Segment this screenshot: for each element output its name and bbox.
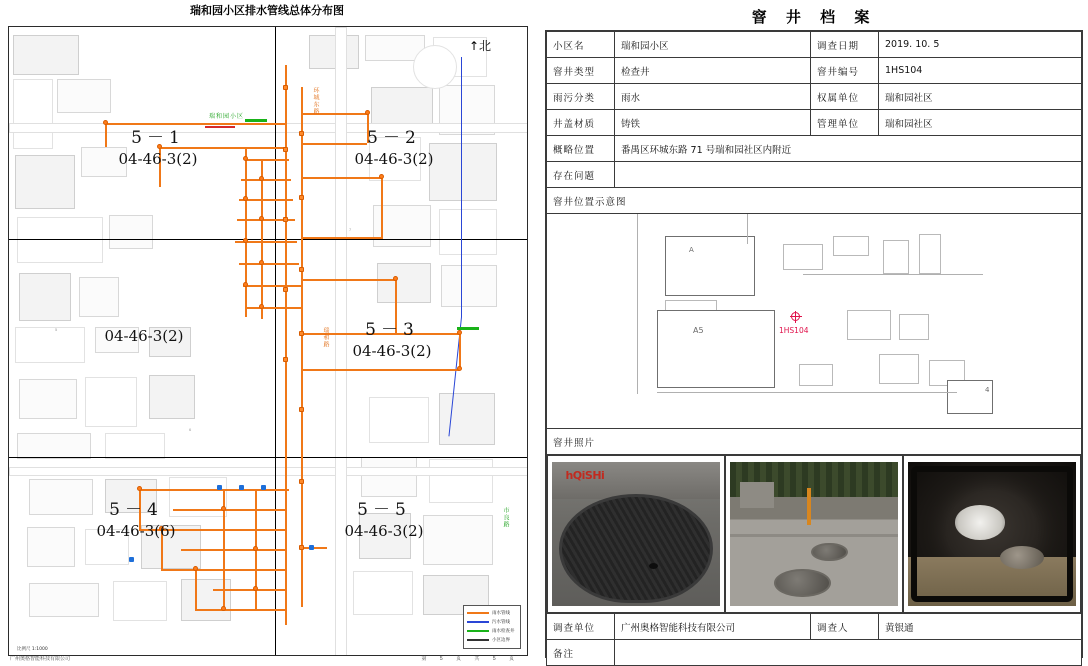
manhole-cover-shape: [559, 494, 714, 603]
grid-line: [9, 239, 528, 240]
map-cell-label-mid-left: 04-46-3(2): [104, 327, 184, 345]
pipe-collector: [245, 147, 247, 317]
base-building: [113, 581, 167, 621]
north-arrow: ↑北: [468, 39, 491, 53]
base-building: [15, 155, 75, 209]
map-cell-label-5-1: 5－1 04-46-3(2): [118, 128, 198, 168]
manhole-node[interactable]: [259, 176, 264, 181]
manhole-node[interactable]: [259, 216, 264, 221]
base-building: [17, 217, 103, 263]
manhole-node[interactable]: [221, 606, 226, 611]
sketch-block: [665, 236, 755, 296]
sketch-annotation: 4: [985, 386, 990, 394]
base-building: [19, 379, 77, 419]
legend-swatch-boundary-icon: [467, 639, 489, 641]
field-label-well-no: 窨井编号: [811, 58, 879, 84]
field-value-remark: [615, 640, 1082, 666]
sewer-node[interactable]: [217, 485, 222, 490]
map-cell-label-5-5: 5－5 04-46-3(2): [344, 500, 424, 540]
table-row: [547, 455, 1082, 614]
section-header-photos: 窨井照片: [547, 429, 1082, 455]
pipe-lateral: [181, 549, 287, 551]
scale-note: 比例尺 1:1000: [17, 647, 48, 652]
photo-strip: [547, 455, 1081, 613]
manhole-node[interactable]: [299, 195, 304, 200]
manhole-node[interactable]: [259, 304, 264, 309]
field-label-manage-unit: 管理单位: [811, 110, 879, 136]
field-label-estate: 小区名: [547, 32, 615, 58]
manhole-node[interactable]: [253, 586, 258, 591]
field-value-estate: 瑞和园小区: [615, 32, 811, 58]
legend-item: 小区边界: [467, 635, 517, 644]
pipe-branch: [301, 369, 459, 371]
table-row: [547, 162, 1082, 188]
roundabout: [413, 45, 457, 89]
pipe-lateral: [247, 307, 301, 309]
photo-bollard: [807, 488, 811, 525]
map-sheet: [0, 0, 534, 664]
field-label-well-type: 窨井类型: [547, 58, 615, 84]
photo-building: [740, 482, 774, 508]
pipe-lateral: [243, 285, 301, 287]
page-title: 窨 井 档 案: [751, 8, 877, 26]
pipe-branch: [301, 547, 327, 549]
photo-kerb: [730, 534, 898, 537]
map-canvas[interactable]: 环城东路 瑞和路 市良路 瑞和园小区 5 6 7 5－1 04-46-3(2) 5－2 04-46-3(2) 04-46-3(2) 5－3 04-46-3(2) 5－4 04-46-3(6) 5－5 04-46-3(2) ↑北 雨水管线 污水管线 雨水检查井 小区边界 比例尺 1:1000: [9, 27, 527, 655]
table-row: [547, 110, 1082, 136]
field-label-cover-material: 井盖材质: [547, 110, 615, 136]
sketch-block: [879, 354, 919, 384]
map-title: 瑞和园小区排水管线总体分布图: [190, 4, 344, 17]
pipe-lateral: [239, 263, 299, 265]
table-row: [547, 614, 1082, 640]
street-label: 环城东路: [312, 87, 318, 115]
map-frame[interactable]: [8, 26, 528, 656]
sewer-node[interactable]: [261, 485, 266, 490]
inlet-mark: [245, 119, 267, 122]
base-building: [309, 35, 359, 69]
street-label: 瑞和园小区: [209, 114, 245, 120]
legend-swatch-storm-icon: [467, 612, 489, 614]
table-row: [547, 429, 1082, 455]
manhole-node[interactable]: [299, 479, 304, 484]
base-building: [79, 277, 119, 317]
table-row: [547, 214, 1082, 429]
manhole-node[interactable]: [393, 276, 398, 281]
base-building: [109, 215, 153, 249]
street-view-photo: [730, 462, 898, 606]
manhole-node[interactable]: [137, 486, 142, 491]
base-road: [9, 467, 528, 476]
photo-cover-near: [774, 569, 831, 598]
pipe-lateral: [245, 159, 289, 161]
legend-item: 雨水检查井: [467, 626, 517, 635]
manhole-node[interactable]: [299, 331, 304, 336]
pipe-branch: [195, 569, 197, 609]
sketch-block: [783, 244, 823, 270]
base-building: [441, 265, 497, 307]
photo-dark-edge: [911, 466, 1072, 601]
field-label-location: 概略位置: [547, 136, 615, 162]
sketch-annotation: A5: [693, 326, 704, 335]
photo-cell-1[interactable]: [547, 455, 725, 613]
base-building: [439, 209, 497, 255]
field-value-location: 番禺区环城东路 71 号瑞和园社区内附近: [615, 136, 1082, 162]
map-footer-right: 第 5 页 共 5 页: [421, 656, 520, 662]
sketch-cell[interactable]: [547, 214, 1082, 429]
sewer-line: [461, 57, 462, 317]
field-label-water-class: 雨污分类: [547, 84, 615, 110]
manhole-node[interactable]: [299, 131, 304, 136]
field-value-water-class: 雨水: [615, 84, 811, 110]
table-row: [547, 640, 1082, 666]
table-row: [547, 188, 1082, 214]
base-building: [13, 35, 79, 75]
sketch-block: [899, 314, 929, 340]
record-table: [546, 31, 1082, 666]
table-row: [547, 136, 1082, 162]
sketch-block: [919, 234, 941, 274]
manhole-node[interactable]: [253, 546, 258, 551]
sewer-node[interactable]: [129, 557, 134, 562]
sketch-line: [637, 214, 638, 394]
base-building: [57, 79, 111, 113]
base-building: [377, 263, 431, 303]
manhole-cover-closeup-photo: [552, 462, 720, 606]
pipe-branch: [381, 177, 383, 237]
field-value-manage-unit: 瑞和园社区: [879, 110, 1082, 136]
pipe-lateral: [241, 179, 291, 181]
manhole-node[interactable]: [283, 147, 288, 152]
manhole-node[interactable]: [243, 282, 248, 287]
legend-item: 雨水管线: [467, 608, 517, 617]
field-label-owner-unit: 权属单位: [811, 84, 879, 110]
record-card-pane: [540, 0, 1088, 664]
pipe-branch: [301, 237, 383, 239]
sketch-block: [847, 310, 891, 340]
map-footer-left: 广州奥格智能科技有限公司: [10, 656, 71, 662]
manhole-node[interactable]: [243, 196, 248, 201]
base-building: [105, 433, 165, 459]
manhole-node[interactable]: [193, 566, 198, 571]
base-building: [371, 87, 433, 127]
base-building: [29, 583, 99, 617]
field-label-survey-unit: 调查单位: [547, 614, 615, 640]
field-label-problem: 存在问题: [547, 162, 615, 188]
manhole-node[interactable]: [283, 287, 288, 292]
manhole-node[interactable]: [299, 545, 304, 550]
map-legend: [463, 605, 521, 649]
manhole-node[interactable]: [379, 174, 384, 179]
field-value-well-type: 检查井: [615, 58, 811, 84]
manhole-node[interactable]: [283, 217, 288, 222]
field-value-survey-unit: 广州奥格智能科技有限公司: [615, 614, 811, 640]
photos-cell: [547, 455, 1082, 614]
map-cell-label-5-2: 5－2 04-46-3(2): [354, 128, 434, 168]
manhole-node[interactable]: [221, 506, 226, 511]
legend-item: 污水管线: [467, 617, 517, 626]
section-header-sketch: 窨井位置示意图: [547, 188, 1082, 214]
sewer-node[interactable]: [239, 485, 244, 490]
manhole-node[interactable]: [283, 357, 288, 362]
sketch-line: [657, 392, 957, 393]
pipe-branch: [301, 279, 397, 281]
table-row: [547, 32, 1082, 58]
manhole-node[interactable]: [259, 260, 264, 265]
pipe-branch: [301, 177, 383, 179]
table-row: [547, 58, 1082, 84]
manhole-node[interactable]: [299, 267, 304, 272]
grid-line: [275, 27, 276, 656]
photo-cover-far: [811, 543, 848, 562]
base-building: [149, 375, 195, 419]
sketch-block: [799, 364, 833, 386]
map-cell-label-5-4: 5－4 04-46-3(6): [96, 500, 176, 540]
well-interior-photo: [908, 462, 1076, 606]
sketch-line: [747, 214, 748, 244]
legend-swatch-sewer-icon: [467, 621, 489, 623]
map-cell-label-5-3: 5－3 04-46-3(2): [352, 320, 432, 360]
well-marker-label: 1HS104: [779, 326, 809, 335]
field-value-well-no: 1HS104: [879, 58, 1082, 84]
field-label-surveyor: 调查人: [811, 614, 879, 640]
location-sketch[interactable]: [547, 214, 1081, 428]
manhole-node[interactable]: [457, 366, 462, 371]
record-card: [545, 30, 1083, 658]
base-building: [361, 457, 417, 497]
pipe-collector: [261, 159, 263, 319]
sketch-line: [803, 274, 983, 275]
manhole-node[interactable]: [243, 238, 248, 243]
sketch-block: [657, 310, 775, 388]
manhole-node[interactable]: [283, 85, 288, 90]
photo-logo-text: hQiSHi: [565, 469, 605, 483]
legend-swatch-inlet-icon: [467, 630, 489, 632]
grid-line: [9, 457, 528, 458]
field-value-problem: [615, 162, 1082, 188]
street-label: 市良路: [502, 507, 508, 528]
pipe-branch: [195, 609, 287, 611]
base-building: [353, 571, 413, 615]
field-label-remark: 备注: [547, 640, 615, 666]
base-building: [369, 397, 429, 443]
base-building: [17, 433, 91, 459]
table-row: [547, 84, 1082, 110]
field-value-survey-date: 2019. 10. 5: [879, 32, 1082, 58]
base-building: [19, 273, 71, 321]
manhole-node[interactable]: [365, 110, 370, 115]
pipe-branch: [139, 489, 289, 491]
photo-cell-3[interactable]: [903, 455, 1081, 613]
photo-cell-2[interactable]: [725, 455, 903, 613]
manhole-node[interactable]: [243, 156, 248, 161]
sketch-block: [833, 236, 869, 256]
field-value-surveyor: 黄银通: [879, 614, 1082, 640]
field-label-survey-date: 调查日期: [811, 32, 879, 58]
sketch-annotation: A: [689, 246, 694, 254]
field-value-owner-unit: 瑞和园社区: [879, 84, 1082, 110]
field-value-cover-material: 铸铁: [615, 110, 811, 136]
base-building: [13, 79, 53, 149]
base-building: [85, 377, 137, 427]
manhole-node[interactable]: [299, 407, 304, 412]
sewer-node[interactable]: [309, 545, 314, 550]
base-building: [439, 393, 495, 445]
well-marker-icon[interactable]: [791, 312, 800, 321]
sketch-block: [883, 240, 909, 274]
street-label: 瑞和路: [322, 327, 328, 348]
